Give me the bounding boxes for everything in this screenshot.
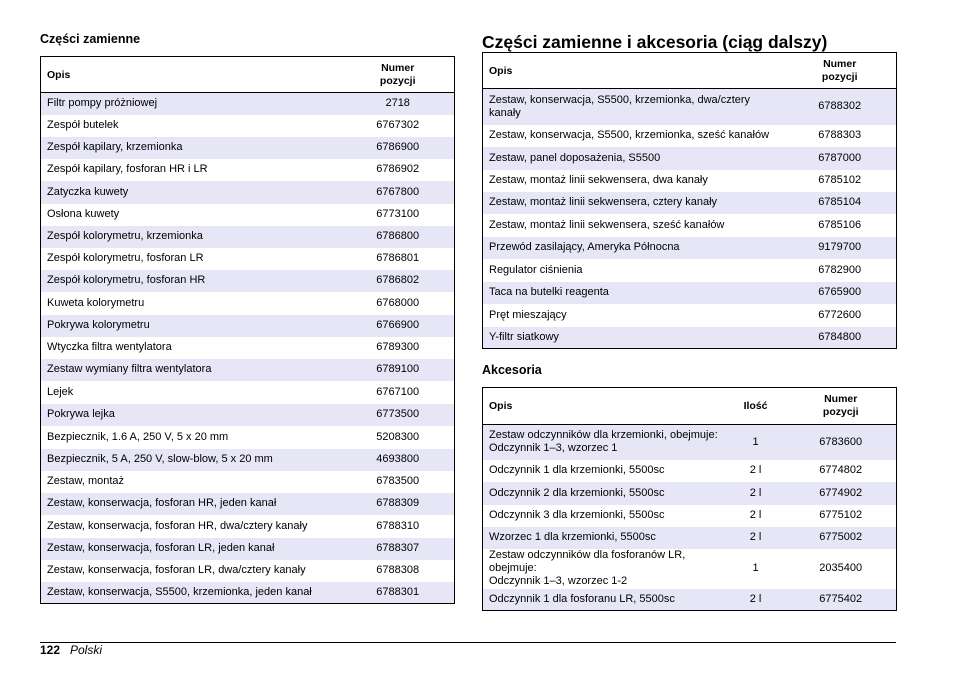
cell-part-number: 6785104 [783, 192, 896, 214]
cell-description: Zespół kolorymetru, fosforan HR [41, 270, 342, 292]
cell-description: Odczynnik 1 dla krzemionki, 5500sc [489, 464, 665, 476]
cell-description: Y-filtr siatkowy [483, 327, 784, 349]
table-row [483, 259, 897, 282]
cell-part-number: 6782900 [818, 263, 862, 276]
cell-part-number: 6775102 [819, 509, 863, 521]
table-row [483, 192, 897, 214]
accessories-section-title: Akcesoria [482, 363, 542, 377]
cell-description: Zespół kolorymetru, fosforan LR [47, 252, 204, 264]
cell-description: Zestaw odczynników dla fosforanów LR, obejmuje: Odczynnik 1–3, wzorzec 1-2 [489, 549, 686, 587]
cell-part-number: 2718 [341, 93, 454, 115]
cell-description: Zespół butelek [47, 119, 119, 131]
cell-part-number: 6783600 [785, 425, 896, 460]
table-row [41, 449, 455, 471]
cell-part-number: 6772600 [818, 308, 862, 321]
cell-part-number: 6783500 [376, 475, 420, 487]
footer-divider [40, 642, 896, 643]
cell-quantity: 1 [726, 425, 786, 460]
table-row [483, 125, 897, 147]
cell-description: Przewód zasilający, Ameryka Północna [483, 237, 784, 259]
spare-parts-continued-table [482, 52, 897, 349]
cell-part-number: 6767302 [376, 119, 420, 131]
table-row [483, 505, 897, 527]
cell-description: Zestaw, panel doposażenia, S5500 [483, 147, 784, 170]
table-row [483, 327, 897, 349]
cell-part-number: 6774802 [819, 464, 863, 476]
table-row [41, 337, 455, 359]
cell-quantity: 2 l [726, 589, 786, 611]
table-row [41, 204, 455, 226]
cell-description: Zestaw, montaż linii sekwensera, cztery kanały [483, 192, 784, 214]
cell-part-number: 6788307 [341, 538, 454, 560]
table-header-row [41, 57, 455, 93]
cell-description: Zestaw, montaż linii sekwensera, sześć kanałów [489, 218, 725, 231]
table-row [41, 93, 455, 115]
cell-part-number: 6788301 [341, 582, 454, 604]
column-header-quantity: Ilość [726, 388, 786, 425]
table-row [41, 381, 455, 404]
table-row [41, 159, 455, 181]
cell-quantity: 2 l [749, 509, 762, 521]
cell-description: Zestaw, konserwacja, S5500, krzemionka, jeden kanał [41, 582, 342, 604]
cell-part-number: 6765900 [783, 282, 896, 304]
table-row [41, 582, 455, 604]
footer-language: Polski [70, 643, 103, 657]
cell-description: Regulator ciśnienia [489, 263, 583, 276]
column-header-description: Opis [41, 57, 342, 93]
cell-description: Zestaw wymiany filtra wentylatora [41, 359, 342, 381]
cell-quantity: 2 l [726, 527, 786, 549]
cell-part-number: 5208300 [376, 430, 420, 443]
table-row [41, 538, 455, 560]
cell-description: Odczynnik 1 dla fosforanu LR, 5500sc [483, 589, 726, 611]
cell-description: Zestaw, konserwacja, S5500, krzemionka, sześć kanałów [489, 129, 770, 141]
cell-part-number: 6775402 [785, 589, 896, 611]
column-header-description: Opis [483, 53, 784, 89]
table-row [41, 292, 455, 315]
column-header-part-number: Numer pozycji [785, 388, 896, 425]
cell-part-number: 6789100 [341, 359, 454, 381]
cell-part-number: 6786801 [376, 252, 420, 264]
table-row [483, 425, 897, 460]
table-row [483, 237, 897, 259]
page-number: 122 [40, 643, 61, 657]
cell-description: Zestaw, konserwacja, fosforan LR, jeden kanał [41, 538, 342, 560]
cell-description: Bezpiecznik, 5 A, 250 V, slow-blow, 5 x 20 mm [41, 449, 342, 471]
cell-description: Zestaw, konserwacja, fosforan HR, jeden kanał [41, 493, 342, 515]
cell-part-number: 6774902 [785, 482, 896, 505]
cell-description: Zestaw, montaż [47, 475, 125, 487]
table-row [483, 147, 897, 170]
cell-part-number: 6788308 [376, 564, 420, 576]
cell-part-number: 6788302 [783, 89, 896, 125]
table-row [483, 282, 897, 304]
table-row [483, 170, 897, 192]
cell-part-number: 4693800 [341, 449, 454, 471]
cell-part-number: 6786800 [341, 226, 454, 248]
table-row [41, 270, 455, 292]
table-row [41, 560, 455, 582]
cell-part-number: 6786902 [376, 163, 420, 175]
cell-part-number: 6784800 [783, 327, 896, 349]
cell-description: Lejek [47, 385, 74, 398]
table-header-row [483, 53, 897, 89]
table-row [483, 527, 897, 549]
table-row [41, 137, 455, 159]
cell-quantity: 1 [752, 562, 759, 574]
table-row [483, 482, 897, 505]
cell-part-number: 6767100 [376, 385, 420, 398]
cell-description: Odczynnik 3 dla krzemionki, 5500sc [489, 509, 665, 521]
column-header-part-number: Numer pozycji [783, 53, 896, 89]
cell-description: Pręt mieszający [489, 308, 567, 321]
cell-description: Zespół kapilary, krzemionka [41, 137, 342, 159]
cell-part-number: 2035400 [819, 562, 863, 574]
table-header-row [483, 388, 897, 425]
table-row [41, 426, 455, 449]
table-row [41, 515, 455, 538]
cell-description: Filtr pompy próżniowej [41, 93, 342, 115]
table-row [483, 304, 897, 327]
cell-description: Zestaw, konserwacja, S5500, krzemionka, dwa/cztery kanały [483, 89, 784, 125]
table-row [41, 471, 455, 493]
cell-description: Taca na butelki reagenta [483, 282, 784, 304]
table-row [483, 549, 897, 589]
spare-parts-table [40, 56, 455, 604]
cell-part-number: 6773100 [376, 208, 420, 220]
cell-part-number: 6773500 [341, 404, 454, 426]
table-row [41, 493, 455, 515]
cell-description: Osłona kuwety [47, 208, 120, 220]
cell-part-number: 6767800 [341, 181, 454, 204]
table-row [483, 460, 897, 482]
table-row [41, 115, 455, 137]
table-row [41, 359, 455, 381]
cell-part-number: 6789300 [376, 341, 420, 353]
cell-description: Zespół kolorymetru, krzemionka [41, 226, 342, 248]
table-row [41, 181, 455, 204]
table-row [41, 315, 455, 337]
cell-part-number: 6786802 [341, 270, 454, 292]
cell-quantity: 2 l [726, 482, 786, 505]
cell-description: Zespół kapilary, fosforan HR i LR [47, 163, 208, 175]
cell-description: Zestaw, montaż linii sekwensera, dwa kanały [489, 174, 708, 186]
cell-part-number: 6768000 [376, 296, 420, 309]
right-section-title: Części zamienne i akcesoria (ciąg dalszy) [482, 32, 828, 52]
cell-part-number: 9179700 [783, 237, 896, 259]
left-section-title: Części zamienne [40, 32, 141, 46]
cell-description: Zestaw odczynników dla krzemionki, obejmuje: Odczynnik 1–3, wzorzec 1 [483, 425, 726, 460]
cell-part-number: 6786900 [341, 137, 454, 159]
cell-quantity: 2 l [749, 464, 762, 476]
table-row [483, 89, 897, 125]
column-header-part-number: Numer pozycji [341, 57, 454, 93]
cell-part-number: 6785102 [818, 174, 862, 186]
cell-part-number: 6788310 [376, 519, 420, 532]
table-row [483, 589, 897, 611]
cell-description: Odczynnik 2 dla krzemionki, 5500sc [483, 482, 726, 505]
cell-description: Kuweta kolorymetru [47, 296, 145, 309]
cell-part-number: 6788303 [818, 129, 862, 141]
accessories-table [482, 387, 897, 611]
cell-description: Zestaw, konserwacja, fosforan HR, dwa/cztery kanały [47, 519, 308, 532]
cell-description: Bezpiecznik, 1.6 A, 250 V, 5 x 20 mm [47, 430, 229, 443]
cell-description: Zatyczka kuwety [41, 181, 342, 204]
cell-description: Zestaw, konserwacja, fosforan LR, dwa/cztery kanały [47, 564, 306, 576]
table-row [483, 214, 897, 237]
cell-part-number: 6788309 [341, 493, 454, 515]
cell-part-number: 6787000 [783, 147, 896, 170]
cell-description: Wzorzec 1 dla krzemionki, 5500sc [483, 527, 726, 549]
cell-part-number: 6785106 [818, 218, 862, 231]
table-row [41, 226, 455, 248]
table-row [41, 248, 455, 270]
cell-part-number: 6766900 [341, 315, 454, 337]
cell-description: Wtyczka filtra wentylatora [47, 341, 172, 353]
table-row [41, 404, 455, 426]
cell-part-number: 6775002 [785, 527, 896, 549]
cell-description: Pokrywa kolorymetru [41, 315, 342, 337]
column-header-description: Opis [483, 388, 726, 425]
cell-description: Pokrywa lejka [41, 404, 342, 426]
